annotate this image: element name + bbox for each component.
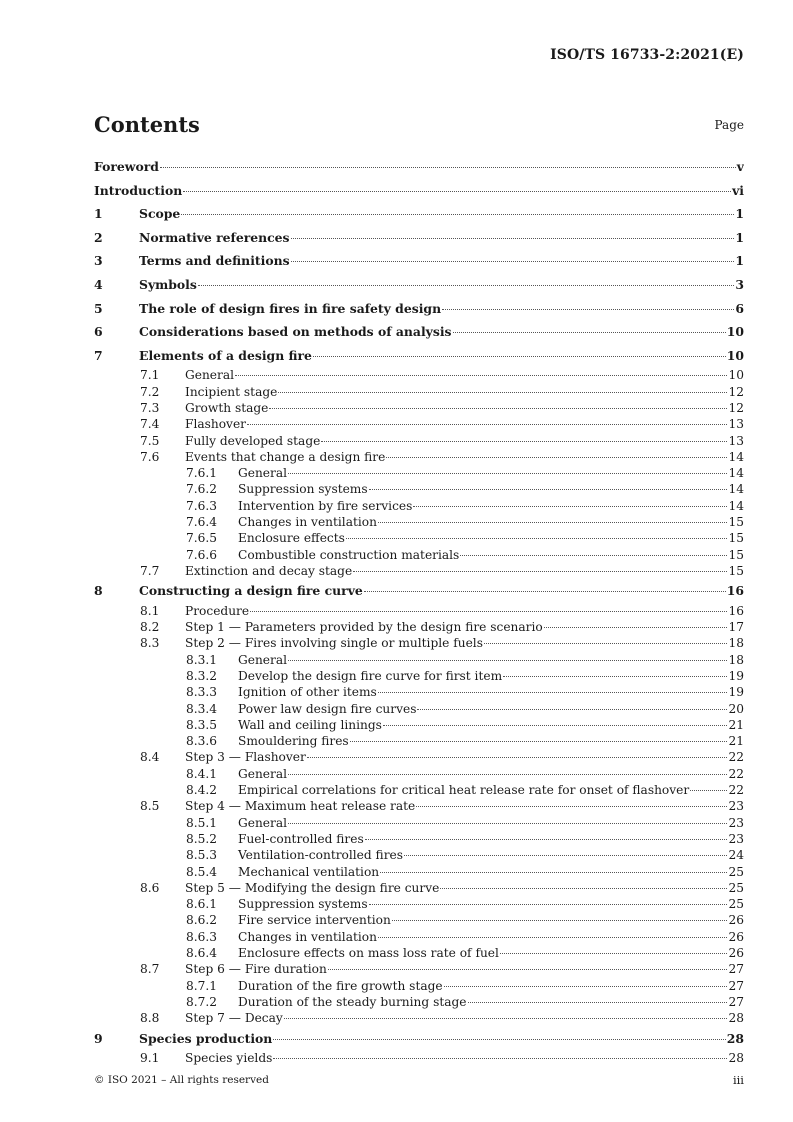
toc-entry-number: 8.1: [140, 603, 160, 618]
toc-entry[interactable]: [94, 400, 744, 416]
toc-entry[interactable]: [94, 498, 744, 514]
toc-entry-title: Extinction and decay stage: [185, 563, 353, 578]
toc-entry[interactable]: [94, 547, 744, 563]
toc-entry-title: The role of design fires in fire safety design: [139, 300, 442, 316]
toc-entry-title: General: [238, 815, 287, 830]
toc-entry[interactable]: [94, 320, 744, 344]
toc-entry-title: Suppression systems: [238, 482, 368, 497]
toc-entry-page: 19: [728, 668, 744, 683]
toc-entry-title: Incipient stage: [185, 384, 278, 399]
toc-entry-number: 8.3.2: [186, 668, 218, 683]
toc-entry-number: 8.5: [140, 799, 160, 814]
toc-entry[interactable]: [94, 831, 744, 847]
toc-entry[interactable]: [94, 563, 744, 579]
toc-entry-page: 22: [728, 766, 744, 781]
toc-entry[interactable]: [94, 978, 744, 994]
toc-entry-number: 8.3.3: [186, 685, 218, 700]
toc-entry-number: 9: [94, 1030, 103, 1046]
toc-dot-leader: [386, 456, 727, 458]
toc-dot-leader: [288, 773, 727, 775]
toc-entry-title: Step 4 — Maximum heat release rate: [185, 799, 416, 814]
toc-entry-number: 1: [94, 206, 103, 222]
toc-dot-leader: [460, 554, 727, 556]
toc-entry-page: 26: [728, 913, 744, 928]
toc-entry-page: 3: [735, 276, 744, 292]
toc-entry-title: Species yields: [185, 1051, 273, 1066]
toc-entry-page: 21: [728, 717, 744, 732]
toc-entry-page: 23: [728, 799, 744, 814]
toc-entry[interactable]: [94, 449, 744, 465]
toc-entry[interactable]: [94, 782, 744, 798]
toc-entry-page: 15: [728, 547, 744, 562]
toc-entry[interactable]: [94, 961, 744, 977]
toc-entry-number: 7.5: [140, 433, 160, 448]
toc-entry-number: 9.1: [140, 1051, 160, 1066]
toc-dot-leader: [247, 423, 727, 425]
toc-entry-title: Step 1 — Parameters provided by the design fire scenario: [185, 620, 543, 635]
toc-entry-page: 25: [728, 880, 744, 895]
toc-entry-page: 25: [728, 897, 744, 912]
toc-entry-number: 8.3.1: [186, 652, 218, 667]
toc-entry-page: 20: [728, 701, 744, 716]
toc-entry-number: 7.6.1: [186, 466, 218, 481]
toc-entry-number: 7.6.6: [186, 547, 218, 562]
toc-entry[interactable]: [94, 880, 744, 896]
toc-entry-number: 8.3.5: [186, 717, 218, 732]
toc-entry-number: 8.5.2: [186, 831, 218, 846]
toc-entry-title: Changes in ventilation: [238, 515, 377, 530]
toc-entry-number: 8.2: [140, 620, 160, 635]
toc-entry-title: Enclosure effects: [238, 531, 345, 546]
toc-dot-leader: [273, 1057, 727, 1059]
toc-dot-leader: [353, 570, 727, 572]
toc-entry-page: 6: [735, 300, 744, 316]
toc-entry-number: 7.1: [140, 368, 160, 383]
toc-entry-page: 22: [728, 750, 744, 765]
toc-entry-page: 15: [728, 515, 744, 530]
toc-entry-title: Intervention by fire services: [238, 498, 413, 513]
toc-dot-leader: [346, 537, 728, 539]
toc-entry-number: 8.3.6: [186, 734, 218, 749]
document-id: ISO/TS 16733-2:2021(E): [550, 47, 744, 63]
page-number: iii: [732, 1073, 744, 1087]
toc-entry-title: Develop the design fire curve for first item: [238, 668, 503, 683]
toc-entry-number: 3: [94, 253, 103, 269]
toc-entry[interactable]: [94, 530, 744, 546]
toc-entry[interactable]: [94, 912, 744, 928]
toc-entry[interactable]: [94, 945, 744, 961]
toc-entry-title: Events that change a design fire: [185, 449, 386, 464]
toc-entry[interactable]: [94, 864, 744, 880]
toc-entry-page: 26: [728, 946, 744, 961]
toc-dot-leader: [453, 331, 726, 333]
toc-entry-title: Changes in ventilation: [238, 929, 377, 944]
toc-entry-number: 8.6: [140, 880, 160, 895]
toc-entry-title: Normative references: [139, 229, 290, 245]
toc-entry-page: 10: [728, 368, 744, 383]
toc-entry-title: General: [238, 652, 287, 667]
toc-entry-title: Step 3 — Flashover: [185, 750, 306, 765]
toc-entry-page: 22: [728, 783, 744, 798]
toc-entry[interactable]: [94, 155, 744, 179]
toc-entry[interactable]: [94, 847, 744, 863]
toc-entry-page: 21: [728, 734, 744, 749]
toc-dot-leader: [307, 756, 728, 758]
toc-entry-title: Duration of the steady burning stage: [238, 994, 467, 1009]
toc-dot-leader: [365, 838, 728, 840]
toc-entry[interactable]: [94, 1050, 744, 1066]
toc-entry-page: 16: [728, 603, 744, 618]
toc-dot-leader: [484, 642, 728, 644]
toc-entry-page: 18: [728, 652, 744, 667]
toc-dot-leader: [544, 626, 728, 628]
toc-entry[interactable]: [94, 226, 744, 250]
toc-entry-title: Wall and ceiling linings: [238, 717, 382, 732]
toc-entry[interactable]: [94, 733, 744, 749]
toc-entry-number: 8.4.2: [186, 783, 218, 798]
toc-entry-page: 25: [728, 864, 744, 879]
toc-entry-page: 14: [728, 466, 744, 481]
toc-entry-page: 14: [728, 449, 744, 464]
toc-entry[interactable]: [94, 273, 744, 297]
toc-entry-number: 8.7.1: [186, 978, 218, 993]
toc-dot-leader: [269, 407, 727, 409]
toc-entry-number: 7: [94, 347, 103, 363]
toc-dot-leader: [442, 308, 734, 310]
toc-entry-title: Mechanical ventilation: [238, 864, 380, 879]
toc-entry-title: Elements of a design fire: [139, 347, 312, 363]
toc-dot-leader: [383, 724, 728, 726]
page-column-label: Page: [714, 118, 744, 132]
toc-entry-page: 26: [728, 929, 744, 944]
toc-entry-page: 15: [728, 531, 744, 546]
toc-entry[interactable]: [94, 994, 744, 1010]
toc-dot-leader: [198, 284, 735, 286]
toc-dot-leader: [321, 440, 727, 442]
toc-dot-leader: [250, 610, 727, 612]
toc-entry-title: Smouldering fires: [238, 734, 349, 749]
toc-entry-page: 15: [728, 563, 744, 578]
toc-dot-leader: [273, 1038, 725, 1040]
toc-entry[interactable]: [94, 717, 744, 733]
toc-entry-title: Constructing a design fire curve: [139, 583, 363, 599]
toc-entry-title: Ignition of other items: [238, 685, 377, 700]
toc-entry-title: Species production: [139, 1030, 273, 1046]
toc-entry-number: 5: [94, 300, 103, 316]
toc-dot-leader: [378, 521, 728, 523]
toc-entry-page: 17: [728, 620, 744, 635]
toc-dot-leader: [291, 237, 735, 239]
toc-entry[interactable]: [94, 929, 744, 945]
copyright-notice: © ISO 2021 – All rights reserved: [94, 1074, 269, 1086]
toc-entry-number: 7.6.5: [186, 531, 218, 546]
toc-dot-leader: [500, 952, 728, 954]
toc-entry-number: 8.7: [140, 962, 160, 977]
toc-entry-page: 23: [728, 815, 744, 830]
toc-entry[interactable]: [94, 635, 744, 651]
toc-entry[interactable]: [94, 344, 744, 368]
toc-entry-title: Foreword: [94, 159, 159, 174]
toc-dot-leader: [440, 887, 727, 889]
toc-entry-number: 8.3: [140, 636, 160, 651]
toc-entry-number: 8.5.4: [186, 864, 218, 879]
toc-entry-title: Growth stage: [185, 400, 269, 415]
toc-entry[interactable]: [94, 514, 744, 530]
toc-dot-leader: [413, 505, 727, 507]
toc-entry[interactable]: [94, 701, 744, 717]
toc-entry-page: 18: [728, 636, 744, 651]
toc-dot-leader: [378, 691, 728, 693]
toc-entry[interactable]: [94, 481, 744, 497]
toc-entry-title: Power law design fire curves: [238, 701, 417, 716]
toc-dot-leader: [291, 260, 735, 262]
toc-entry-page: 13: [728, 433, 744, 448]
toc-entry[interactable]: [94, 603, 744, 619]
toc-entry-page: 28: [728, 1011, 744, 1026]
toc-dot-leader: [369, 903, 728, 905]
toc-entry-title: Enclosure effects on mass loss rate of fuel: [238, 946, 499, 961]
toc-entry[interactable]: [94, 367, 744, 383]
toc-entry[interactable]: [94, 668, 744, 684]
toc-entry-title: Scope: [139, 206, 181, 222]
toc-entry-title: General: [185, 368, 234, 383]
toc-entry-number: 8.4.1: [186, 766, 218, 781]
toc-dot-leader: [404, 854, 728, 856]
toc-entry-title: Suppression systems: [238, 897, 368, 912]
toc-dot-leader: [468, 1001, 728, 1003]
toc-entry-page: 28: [728, 1051, 744, 1066]
toc-entry-page: 27: [728, 978, 744, 993]
toc-entry[interactable]: [94, 202, 744, 226]
toc-entry-number: 8.8: [140, 1011, 160, 1026]
toc-entry-number: 8.5.3: [186, 848, 218, 863]
toc-dot-leader: [288, 659, 727, 661]
toc-entry-title: Fully developed stage: [185, 433, 321, 448]
contents-heading: Contents: [94, 112, 200, 137]
toc-dot-leader: [288, 822, 727, 824]
toc-entry-title: Step 2 — Fires involving single or multiple fuels: [185, 636, 483, 651]
toc-entry-number: 8.6.3: [186, 929, 218, 944]
toc-entry-page: 1: [735, 206, 744, 222]
toc-entry-title: Symbols: [139, 276, 197, 292]
toc-entry-title: Step 7 — Decay: [185, 1011, 283, 1026]
toc-entry-title: Fire service intervention: [238, 913, 391, 928]
toc-entry-number: 8.3.4: [186, 701, 218, 716]
toc-entry-number: 8.5.1: [186, 815, 218, 830]
toc-entry-page: 14: [728, 482, 744, 497]
toc-dot-leader: [235, 374, 727, 376]
table-of-contents: [94, 155, 744, 1066]
toc-entry-number: 7.3: [140, 400, 160, 415]
toc-entry-number: 7.6.2: [186, 482, 218, 497]
toc-entry-title: Duration of the fire growth stage: [238, 978, 443, 993]
toc-entry-title: Considerations based on methods of analysis: [139, 324, 452, 340]
toc-entry[interactable]: [94, 179, 744, 203]
toc-dot-leader: [328, 968, 728, 970]
toc-entry-page: 12: [728, 384, 744, 399]
toc-dot-leader: [690, 789, 727, 791]
toc-entry[interactable]: [94, 798, 744, 814]
toc-entry[interactable]: [94, 1010, 744, 1026]
toc-entry-title: General: [238, 766, 287, 781]
toc-entry-page: 10: [726, 347, 744, 363]
toc-entry-number: 8.6.2: [186, 913, 218, 928]
toc-dot-leader: [288, 472, 727, 474]
toc-entry-page: 12: [728, 400, 744, 415]
toc-entry[interactable]: [94, 465, 744, 481]
toc-entry-number: 8.6.4: [186, 946, 218, 961]
toc-entry-page: 14: [728, 498, 744, 513]
toc-entry-page: 1: [735, 229, 744, 245]
toc-entry-number: 8.6.1: [186, 897, 218, 912]
toc-entry-title: Procedure: [185, 603, 250, 618]
toc-entry-title: Empirical correlations for critical heat release rate for onset of flashover: [238, 783, 690, 798]
toc-entry[interactable]: [94, 896, 744, 912]
toc-entry-title: Fuel-controlled fires: [238, 831, 364, 846]
toc-dot-leader: [444, 985, 728, 987]
toc-entry-page: v: [736, 159, 744, 174]
toc-entry[interactable]: [94, 384, 744, 400]
toc-entry-number: 8: [94, 583, 103, 599]
toc-entry-number: 8.7.2: [186, 994, 218, 1009]
toc-dot-leader: [313, 355, 726, 357]
toc-dot-leader: [503, 675, 727, 677]
toc-entry-page: 16: [726, 583, 744, 599]
toc-dot-leader: [392, 919, 728, 921]
toc-dot-leader: [378, 936, 728, 938]
toc-entry-number: 7.4: [140, 417, 160, 432]
toc-entry-title: Step 5 — Modifying the design fire curve: [185, 880, 440, 895]
toc-dot-leader: [416, 805, 727, 807]
toc-entry-number: 8.4: [140, 750, 160, 765]
toc-dot-leader: [160, 166, 736, 168]
toc-entry[interactable]: [94, 297, 744, 321]
toc-entry-number: 7.7: [140, 563, 160, 578]
toc-dot-leader: [417, 708, 727, 710]
toc-entry[interactable]: [94, 749, 744, 765]
toc-entry-page: 10: [726, 324, 744, 340]
toc-entry[interactable]: [94, 416, 744, 432]
toc-entry[interactable]: [94, 684, 744, 700]
toc-dot-leader: [369, 488, 728, 490]
toc-entry-page: 1: [735, 253, 744, 269]
toc-entry[interactable]: [94, 579, 744, 603]
toc-entry[interactable]: [94, 652, 744, 668]
toc-entry-number: 2: [94, 229, 103, 245]
toc-dot-leader: [181, 213, 734, 215]
toc-entry-number: 7.6: [140, 449, 160, 464]
toc-entry-title: Flashover: [185, 417, 246, 432]
toc-dot-leader: [183, 190, 731, 192]
toc-entry-title: Ventilation-controlled fires: [238, 848, 403, 863]
toc-entry-page: 28: [726, 1030, 744, 1046]
toc-entry-page: 19: [728, 685, 744, 700]
toc-entry-page: vi: [732, 182, 744, 198]
toc-entry-page: 27: [728, 962, 744, 977]
toc-entry-number: 7.6.3: [186, 498, 218, 513]
toc-dot-leader: [284, 1017, 728, 1019]
toc-entry[interactable]: [94, 433, 744, 449]
toc-entry[interactable]: [94, 815, 744, 831]
toc-entry[interactable]: [94, 766, 744, 782]
toc-entry-title: Introduction: [94, 182, 183, 198]
toc-dot-leader: [380, 871, 727, 873]
toc-entry-title: Step 6 — Fire duration: [185, 962, 327, 977]
toc-entry-number: 7.6.4: [186, 515, 218, 530]
toc-dot-leader: [364, 590, 726, 592]
toc-entry[interactable]: [94, 249, 744, 273]
toc-entry-page: 13: [728, 417, 744, 432]
toc-entry-number: 6: [94, 324, 103, 340]
toc-entry-title: Combustible construction materials: [238, 547, 460, 562]
toc-dot-leader: [278, 391, 727, 393]
toc-entry-number: 7.2: [140, 384, 160, 399]
toc-entry[interactable]: [94, 1027, 744, 1051]
toc-entry-number: 4: [94, 276, 103, 292]
toc-entry[interactable]: [94, 619, 744, 635]
toc-entry-page: 23: [728, 831, 744, 846]
toc-entry-page: 27: [728, 994, 744, 1009]
toc-dot-leader: [350, 740, 728, 742]
toc-entry-title: Terms and definitions: [139, 253, 290, 269]
toc-entry-page: 24: [728, 848, 744, 863]
toc-entry-title: General: [238, 466, 287, 481]
